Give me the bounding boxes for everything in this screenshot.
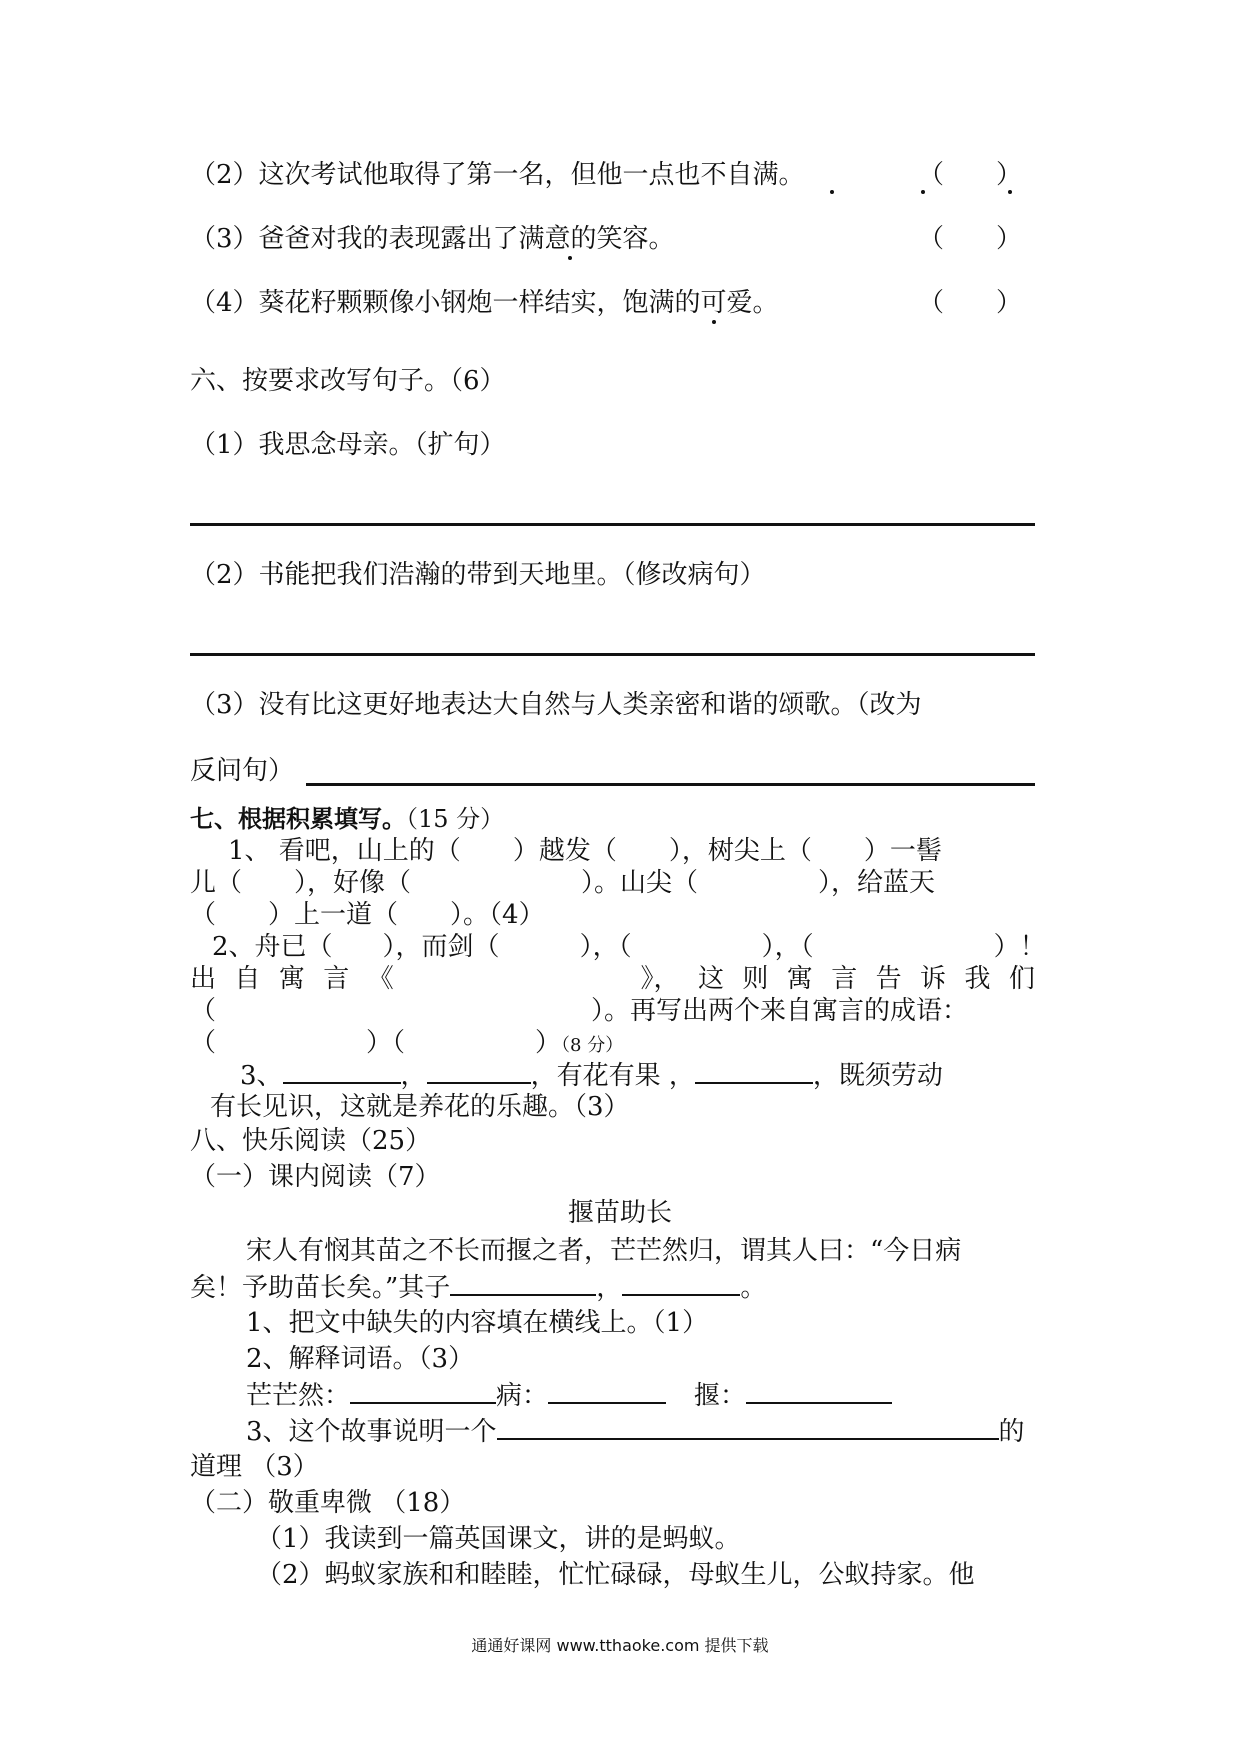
char: 出 — [190, 964, 217, 994]
blank-line[interactable] — [427, 1058, 531, 1084]
blank-line[interactable] — [497, 1414, 999, 1440]
term-label: 病： — [496, 1381, 549, 1411]
s6-q2: （2）书能把我们浩瀚的带到天地里。（修改病句） — [190, 560, 766, 590]
char: 自 — [234, 964, 261, 994]
s7-q1-line1 — [228, 834, 942, 868]
char: 我 — [964, 964, 991, 994]
emphasis-dot — [921, 190, 925, 194]
blank-space[interactable] — [412, 962, 622, 996]
s7-q2-line3 — [190, 994, 968, 1028]
char: 》， — [640, 964, 680, 994]
section-8-part1-title: （一）课内阅读（7） — [190, 1162, 441, 1192]
s7-q2-seg: （ — [190, 996, 217, 1026]
blank-line[interactable] — [350, 1378, 496, 1404]
emphasis-dot — [830, 190, 834, 194]
s7-q3-seg: ， — [400, 1061, 427, 1091]
s7-q1-seg: ）。山尖（ — [581, 868, 699, 898]
s7-q1-seg: ）。（4） — [450, 900, 545, 930]
q3-seg: 3、这个故事说明一个 — [246, 1417, 497, 1447]
story-seg: ， — [596, 1273, 623, 1303]
s7-q2-seg: ），而剑（ — [382, 932, 500, 962]
s7-q1-seg: ）一髻 — [863, 836, 942, 866]
s7-q1-line3 — [190, 898, 545, 932]
s7-q2-seg: ）（ — [366, 1028, 406, 1058]
s5-item-3: （3）爸爸对我的表现露出了满意的笑容。 — [190, 224, 675, 254]
char: 诉 — [920, 964, 947, 994]
emphasis-dot — [1008, 190, 1012, 194]
section-7-score: （15 分） — [406, 805, 505, 833]
s7-q1-seg: ），给蓝天 — [818, 868, 936, 898]
blank-line[interactable] — [450, 1270, 596, 1296]
s7-q2-line2 — [190, 962, 1035, 996]
s7-q1-seg: ）上一道（ — [268, 900, 399, 930]
char: 这 — [697, 964, 724, 994]
answer-line[interactable] — [190, 653, 1035, 656]
blank-line[interactable] — [695, 1058, 813, 1084]
s7-q1-seg: （ — [190, 900, 217, 930]
q3-seg: 的 — [998, 1417, 1025, 1447]
s6-q3-cont: 反问句） — [190, 756, 295, 786]
reading-q1: 1、把文中缺失的内容填在横线上。（1） — [246, 1308, 709, 1338]
story-title: 揠苗助长 — [567, 1198, 672, 1228]
term-label: 芒芒然： — [246, 1381, 351, 1411]
s7-q3-line2: 有长见识，这就是养花的乐趣。（3） — [210, 1092, 630, 1122]
s7-q1-seg: ）越发（ — [512, 836, 617, 866]
s6-q3: （3）没有比这更好地表达大自然与人类亲密和谐的颂歌。（改为 — [190, 690, 922, 720]
char: 言 — [831, 964, 858, 994]
section-7-title — [190, 804, 504, 834]
s7-q1-seg: ），树尖上（ — [668, 836, 812, 866]
story-line-1: 宋人有悯其苗之不长而揠之者，芒芒然归，谓其人曰：“今日病 — [246, 1236, 962, 1266]
s7-q2-seg: ）！ — [993, 932, 1046, 962]
s7-q1-seg: 1、 看吧，山上的（ — [228, 836, 461, 866]
story-seg: 矣！予助苗长矣。”其子 — [190, 1273, 451, 1303]
s5-item-4: （4）葵花籽颗颗像小钢炮一样结实，饱满的可爱。 — [190, 288, 779, 318]
s7-q3-seg: ，既须劳动 — [812, 1061, 943, 1091]
char: 言 — [323, 964, 350, 994]
blank-line[interactable] — [746, 1378, 892, 1404]
emphasis-dot — [568, 256, 572, 260]
s7-q3-line1 — [240, 1058, 943, 1093]
s7-q3-seg: 3、 — [240, 1061, 283, 1091]
reading-q3 — [246, 1414, 1025, 1449]
s5-item-3-answer-paren[interactable]: （ ） — [918, 224, 1023, 254]
blank-line[interactable] — [283, 1058, 401, 1084]
section-7-title-main: 七、根据积累填写。 — [190, 804, 406, 833]
section-8-title: 八、快乐阅读（25） — [190, 1126, 432, 1156]
answer-line[interactable] — [306, 783, 1035, 786]
s5-item-2: （2）这次考试他取得了第一名，但他一点也不自满。 — [190, 160, 805, 190]
char: 则 — [742, 964, 769, 994]
reading-q2: 2、解释词语。（3） — [246, 1344, 475, 1374]
char: 告 — [875, 964, 902, 994]
s7-q2-seg: 2、舟已（ — [212, 932, 333, 962]
s7-q1-seg: 儿（ — [190, 868, 243, 898]
section-6-title: 六、按要求改写句子。（6） — [190, 366, 506, 396]
s7-q2-seg: ），（ — [761, 932, 814, 962]
char: 寓 — [278, 964, 305, 994]
s7-q1-line2 — [190, 866, 935, 900]
passage-para-2: （2）蚂蚁家族和和睦睦，忙忙碌碌，母蚁生儿，公蚁持家。他 — [256, 1560, 975, 1590]
passage-para-1: （1）我读到一篇英国课文，讲的是蚂蚁。 — [256, 1524, 741, 1554]
story-line-2 — [190, 1270, 766, 1305]
s6-q1: （1）我思念母亲。（扩句） — [190, 430, 506, 460]
s5-item-2-answer-paren[interactable]: （ ） — [918, 160, 1023, 190]
s7-q2-seg: ） — [535, 1028, 562, 1058]
s5-item-4-answer-paren[interactable]: （ ） — [918, 288, 1023, 318]
s7-q2-line1 — [212, 930, 1046, 964]
answer-line[interactable] — [190, 523, 1035, 526]
s7-q2-seg: ）。再写出两个来自寓言的成语： — [591, 996, 969, 1026]
s7-q1-seg: ），好像（ — [294, 868, 412, 898]
story-seg: 。 — [740, 1273, 767, 1303]
emphasis-dot — [712, 320, 716, 324]
term-label: 揠： — [694, 1381, 747, 1411]
s7-q2-score: （8 分） — [561, 1035, 624, 1056]
reading-q2-terms — [246, 1378, 892, 1413]
char: 寓 — [786, 964, 813, 994]
s7-q3-seg: ，有花有果 ， — [530, 1061, 695, 1091]
char: 们 — [1008, 964, 1035, 994]
s7-q2-seg: ），（ — [579, 932, 632, 962]
footer-credit: 通通好课网 www.tthaoke.com 提供下载 — [471, 1636, 769, 1655]
blank-line[interactable] — [548, 1378, 666, 1404]
section-8-part2-title: （二）敬重卑微 （18） — [190, 1488, 466, 1518]
reading-q3-cont: 道理 （3） — [190, 1452, 319, 1482]
blank-line[interactable] — [622, 1270, 740, 1296]
s7-q2-seg: （ — [190, 1028, 217, 1058]
char: 《 — [367, 964, 394, 994]
